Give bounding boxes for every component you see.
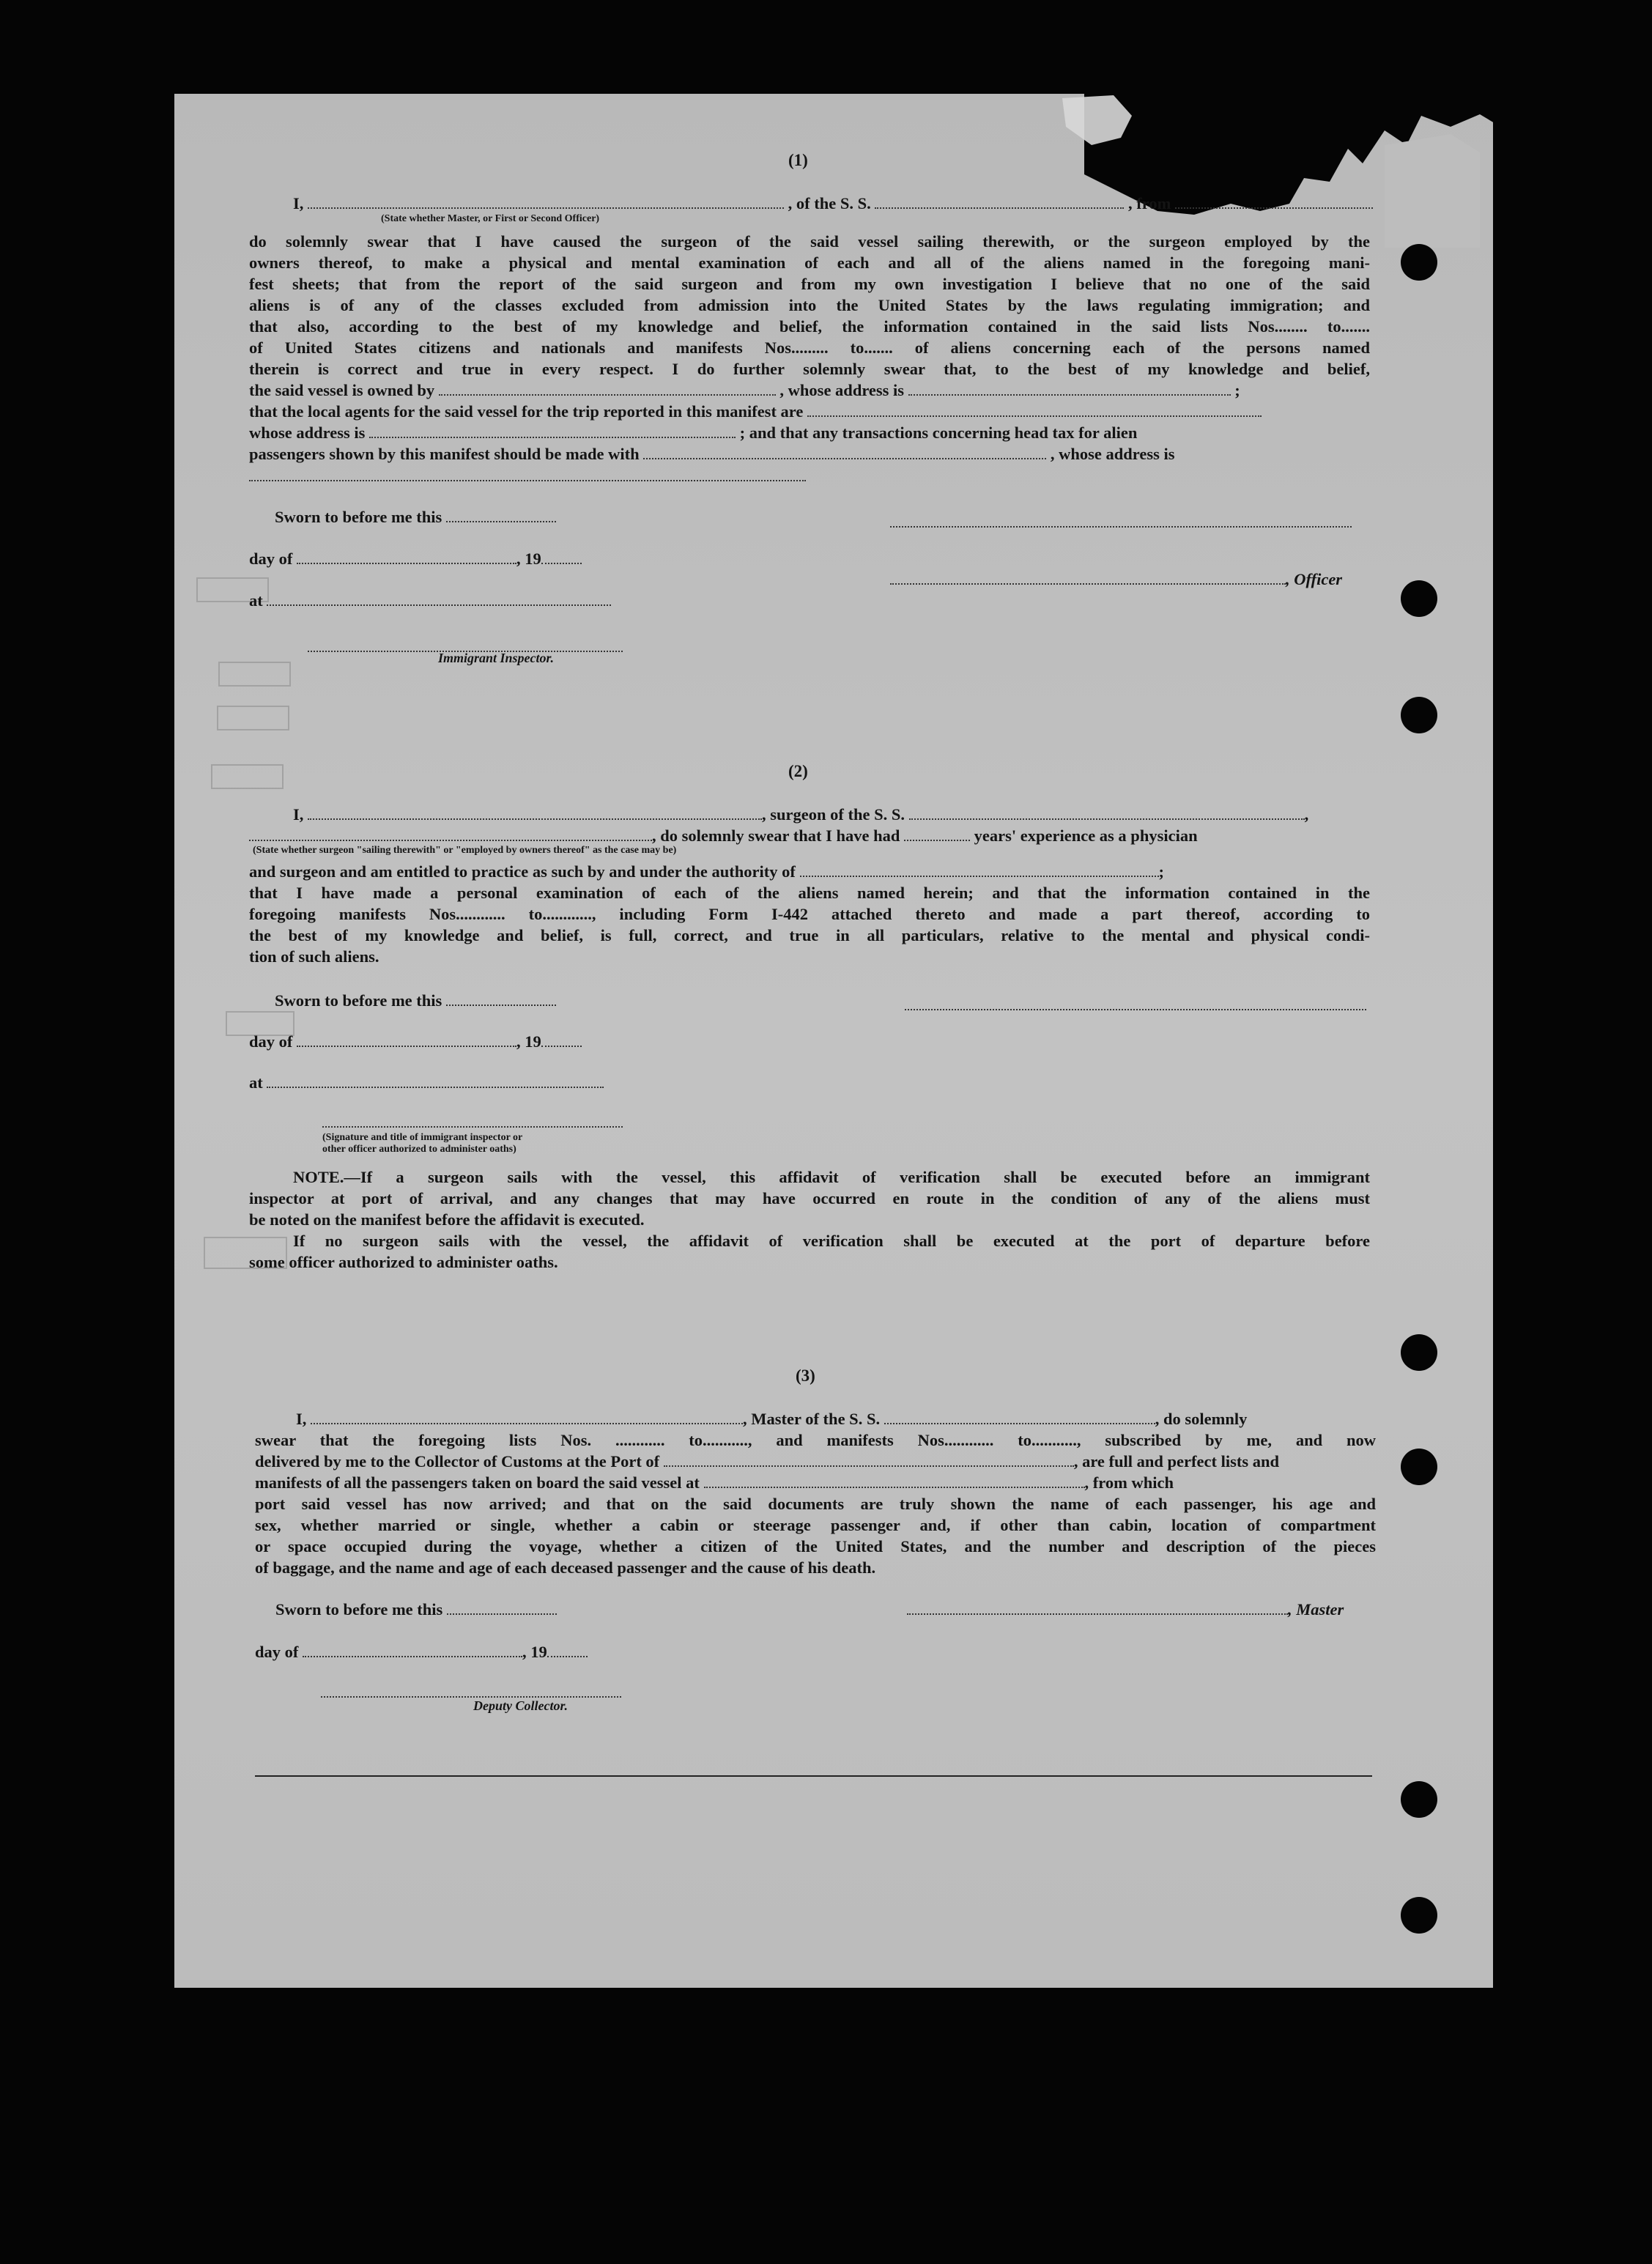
punch-hole bbox=[1401, 1449, 1437, 1485]
master-label: , Master bbox=[1288, 1600, 1344, 1619]
oath-line: or space occupied during the voyage, whether a citizen of the United States, and the number and description of the pieces bbox=[255, 1537, 1376, 1555]
note-line: some officer authorized to administer oaths. bbox=[249, 1253, 558, 1271]
oath-line: therein is correct and true in every respect. I do further solemnly swear that, to the best of my knowledge and belief, bbox=[249, 360, 1370, 378]
inspector-signature-line bbox=[322, 1126, 623, 1128]
note-line: be noted on the manifest before the affidavit is executed. bbox=[249, 1210, 645, 1229]
bleed-through-stamp bbox=[218, 662, 291, 687]
oath-line: sex, whether married or single, whether a cabin or steerage passenger and, if other than cabin, location of compartment bbox=[255, 1516, 1376, 1534]
punch-hole bbox=[1401, 1897, 1437, 1934]
oath-line: fest sheets; that from the report of the said surgeon and from my own investigation I believe that no one of the said bbox=[249, 275, 1370, 293]
oath-line: port said vessel has now arrived; and that on the said documents are truly shown the name of each passenger, his age and bbox=[255, 1495, 1376, 1513]
officer-signature-line bbox=[890, 526, 1352, 528]
punch-hole bbox=[1401, 1781, 1437, 1818]
bleed-through-stamp bbox=[217, 706, 289, 730]
oath-line: tion of such aliens. bbox=[249, 947, 379, 966]
oath-line: that also, according to the best of my knowledge and belief, the information contained in the said lists Nos........ to....... bbox=[249, 317, 1370, 336]
bottom-rule bbox=[255, 1775, 1372, 1777]
oath-line: owners thereof, to make a physical and mental examination of each and all of the aliens named in the foregoing mani- bbox=[249, 254, 1370, 272]
note-line: If no surgeon sails with the vessel, the affidavit of verification shall be executed at the port of departure before bbox=[293, 1232, 1370, 1250]
officer-note: (State whether Master, or First or Second Officer) bbox=[381, 213, 600, 224]
bleed-through-stamp bbox=[211, 764, 284, 789]
section-number: (1) bbox=[788, 151, 808, 169]
note-line: inspector at port of arrival, and any changes that may have occurred en route in the condition of any of the aliens must bbox=[249, 1189, 1370, 1207]
inspector-caption: Immigrant Inspector. bbox=[438, 651, 555, 665]
note-label: NOTE. bbox=[293, 1168, 344, 1186]
officer-label: , Officer bbox=[1286, 570, 1343, 588]
oath-line: of United States citizens and nationals and manifests Nos......... to....... of aliens concerning each of the persons named bbox=[249, 339, 1370, 357]
oath-line: the best of my knowledge and belief, is full, correct, and true in all particulars, relative to the mental and physical condi- bbox=[249, 926, 1370, 944]
oath-line: swear that the foregoing lists Nos. ............ to..........., and manifests Nos............ to..........., subscribed by me, and now bbox=[255, 1431, 1376, 1449]
oath-line: do solemnly swear that I have caused the surgeon of the said vessel sailing therewith, or the surgeon employed by the bbox=[249, 232, 1370, 251]
oath-line: aliens is of any of the classes excluded from admission into the United States by the laws regulating immigration; and bbox=[249, 296, 1370, 314]
signature-note: (Signature and title of immigrant inspector or bbox=[322, 1132, 523, 1143]
collector-caption: Deputy Collector. bbox=[473, 1698, 568, 1713]
surgeon-signature-line bbox=[905, 1009, 1366, 1010]
section-number: (3) bbox=[796, 1366, 815, 1385]
oath-line: foregoing manifests Nos............ to............, including Form I-442 attached thereto and made a part thereof, according to bbox=[249, 905, 1370, 923]
surgeon-note: (State whether surgeon "sailing therewith" or "employed by owners thereof" as the case may be) bbox=[253, 845, 677, 856]
punch-hole bbox=[1401, 244, 1437, 281]
punch-hole bbox=[1401, 580, 1437, 617]
signature-note: other officer authorized to administer oaths) bbox=[322, 1144, 516, 1155]
oath-line: of baggage, and the name and age of each deceased passenger and the cause of his death. bbox=[255, 1558, 876, 1577]
punch-hole bbox=[1401, 1334, 1437, 1371]
section-number: (2) bbox=[788, 762, 808, 780]
oath-line: that I have made a personal examination of each of the aliens named herein; and that the information contained in the bbox=[249, 884, 1370, 902]
torn-corner-graphic bbox=[1040, 94, 1494, 248]
punch-hole bbox=[1401, 697, 1437, 733]
collector-signature-line bbox=[321, 1696, 621, 1698]
